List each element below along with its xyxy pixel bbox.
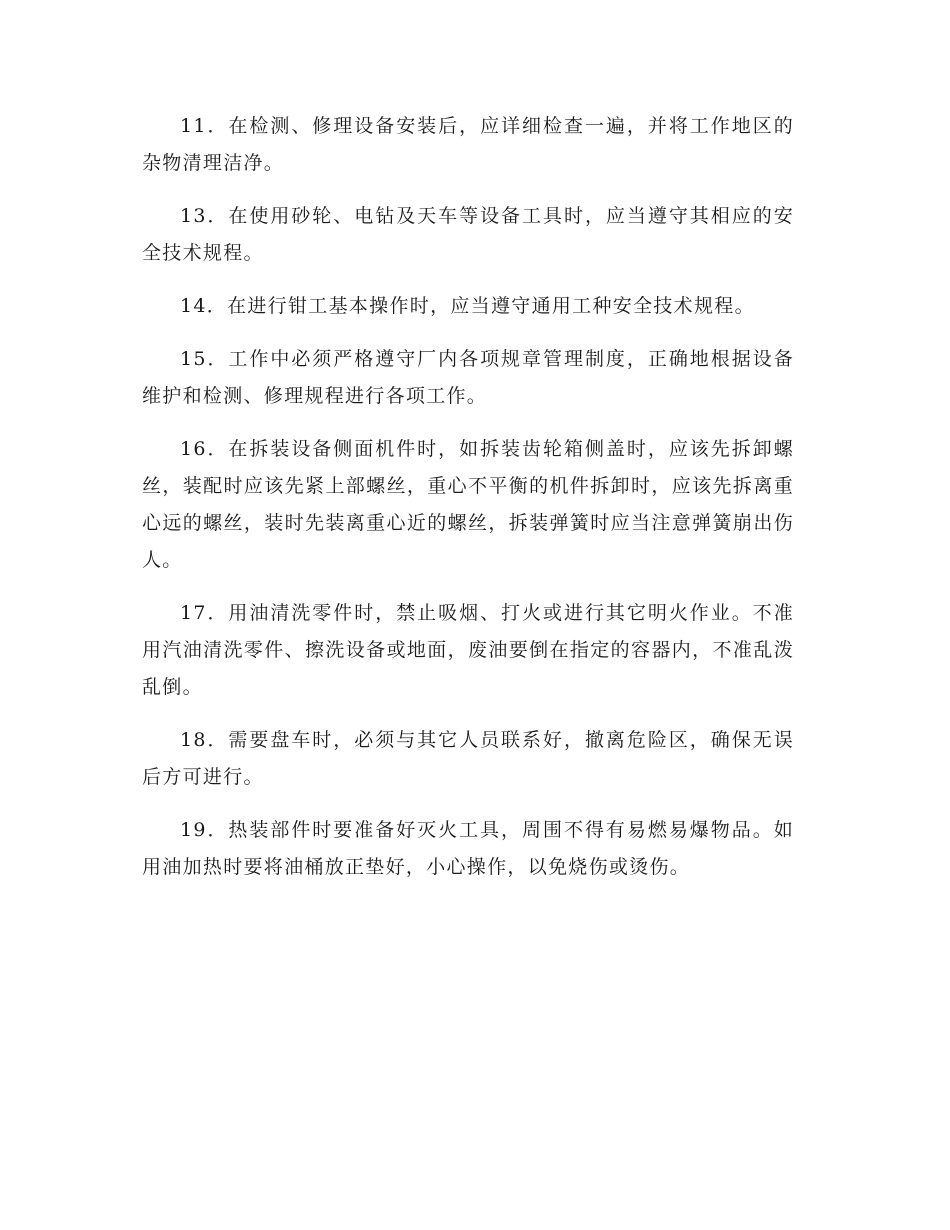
paragraph-item-17: 17．用油清洗零件时，禁止吸烟、打火或进行其它明火作业。不准用汽油清洗零件、擦洗设备或地面，废油要倒在指定的容器内，不准乱泼乱倒。 bbox=[142, 602, 794, 698]
paragraph-item-13: 13．在使用砂轮、电钻及天车等设备工具时，应当遵守其相应的安全技术规程。 bbox=[142, 205, 794, 264]
paragraph-item-18: 18．需要盘车时，必须与其它人员联系好，撤离危险区，确保无误后方可进行。 bbox=[142, 729, 794, 788]
paragraph-item-14: 14．在进行钳工基本操作时，应当遵守通用工种安全技术规程。 bbox=[180, 295, 755, 317]
paragraph-item-19: 19．热装部件时要准备好灭火工具，周围不得有易燃易爆物品。如用油加热时要将油桶放正垫好，小心操作，以免烧伤或烫伤。 bbox=[142, 819, 794, 878]
paragraph-item-16: 16．在拆装设备侧面机件时，如拆装齿轮箱侧盖时，应该先拆卸螺丝，装配时应该先紧上部螺丝，重心不平衡的机件拆卸时，应该先拆离重心远的螺丝，装时先装离重心近的螺丝，拆装弹簧时应当注意弹簧崩出伤人。 bbox=[142, 438, 794, 571]
paragraph-item-11: 11．在检测、修理设备安装后，应详细检查一遍，并将工作地区的杂物清理洁净。 bbox=[142, 115, 794, 174]
paragraph-item-15: 15．工作中必须严格遵守厂内各项规章管理制度，正确地根据设备维护和检测、修理规程进行各项工作。 bbox=[142, 348, 794, 407]
document-body bbox=[142, 108, 794, 902]
